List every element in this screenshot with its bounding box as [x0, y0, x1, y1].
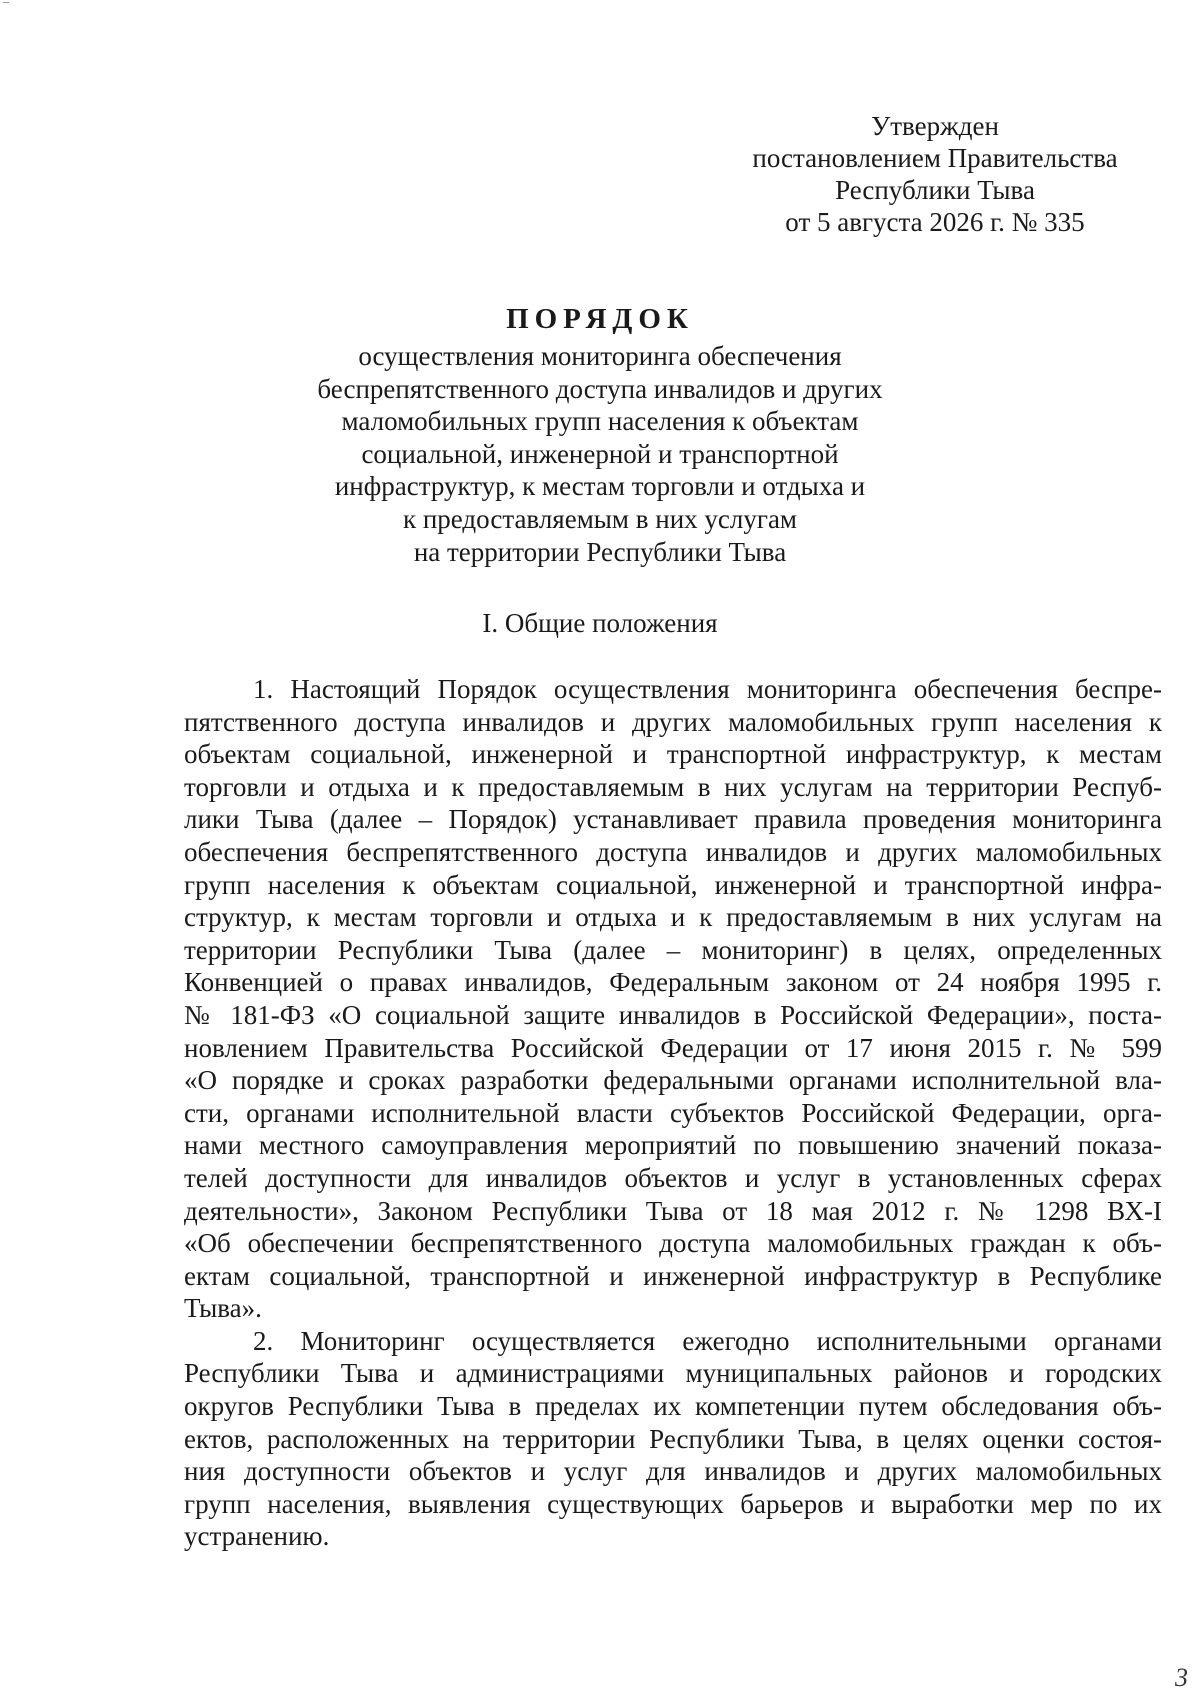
text-line: ектам социальной, транспортной и инженерной инфраструктур в Республике [184, 1260, 1162, 1291]
scan-artifact [3, 2, 9, 7]
subtitle-line: инфраструктур, к местам торговли и отдыха и [334, 471, 866, 502]
text-line: нами местного самоуправления мероприятий по повышению значений показа- [184, 1130, 1162, 1161]
document-body [184, 673, 1162, 1553]
text-line: «О порядке и сроках разработки федеральными органами исполнительной вла- [184, 1065, 1162, 1096]
text-line: Конвенцией о правах инвалидов, Федеральным законом от 24 ноября 1995 г. [184, 967, 1162, 998]
text-line: округов Республики Тыва в пределах их компетенции путем обследования объ- [184, 1391, 1162, 1422]
text-line: деятельности», Законом Республики Тыва от 18 мая 2012 г. № 1298 ВХ-I [184, 1195, 1162, 1226]
subtitle-line: социальной, инженерной и транспортной [361, 438, 839, 469]
text-line: «Об обеспечении беспрепятственного доступа маломобильных граждан к объ- [184, 1228, 1162, 1259]
text-line: лики Тыва (далее – Порядок) устанавливает правила проведения мониторинга [184, 804, 1162, 835]
text-line: территории Республики Тыва (далее – мониторинг) в целях, определенных [184, 934, 1162, 965]
document-title: ПОРЯДОК [506, 303, 694, 335]
text-line: торговли и отдыха и к предоставляемым в них услугам на территории Респуб- [184, 771, 1162, 802]
text-line: групп населения к объектам социальной, инженерной и транспортной инфра- [184, 869, 1162, 900]
approval-line: постановлением Правительства [752, 143, 1118, 173]
text-line: новлением Правительства Российской Федерации от 17 июня 2015 г. № 599 [184, 1032, 1162, 1063]
text-line: устранению. [184, 1521, 330, 1552]
text-line: сти, органами исполнительной власти субъектов Российской Федерации, орга- [184, 1097, 1162, 1128]
paragraph-1 [184, 673, 1162, 1325]
text-line: 2. Мониторинг осуществляется ежегодно исполнительными органами [253, 1325, 1162, 1356]
approval-line: от 5 августа 2026 г. № 335 [785, 207, 1085, 237]
subtitle-line: маломобильных групп населения к объектам [341, 406, 859, 437]
text-line: групп населения, выявления существующих барьеров и выработки мер по их [184, 1488, 1162, 1519]
text-line: обеспечения беспрепятственного доступа инвалидов и других маломобильных [184, 836, 1162, 867]
text-line: 1. Настоящий Порядок осуществления мониторинга обеспечения беспре- [253, 674, 1162, 704]
approval-line: Утвержден [871, 111, 999, 141]
text-line: Тыва». [184, 1293, 262, 1324]
text-line: пятственного доступа инвалидов и других маломобильных групп населения к [184, 706, 1162, 737]
text-line: структур, к местам торговли и отдыха и к предоставляемым в них услугам на [184, 902, 1162, 933]
subtitle-line: на территории Республики Тыва [413, 536, 787, 567]
text-line: Республики Тыва и администрациями муниципальных районов и городских [184, 1358, 1162, 1389]
approval-stamp [720, 110, 1150, 238]
subtitle-line: осуществления мониторинга обеспечения [358, 341, 842, 371]
approval-line: Республики Тыва [835, 175, 1035, 205]
text-line: № 181-ФЗ «О социальной защите инвалидов в Российской Федерации», поста- [184, 999, 1162, 1030]
paragraph-2 [184, 1325, 1162, 1553]
page-number: 3 [1175, 1663, 1188, 1692]
text-line: объектам социальной, инженерной и транспортной инфраструктур, к местам [184, 739, 1162, 770]
text-line: ния доступности объектов и услуг для инвалидов и других маломобильных [184, 1456, 1162, 1487]
section-heading: I. Общие положения [482, 608, 718, 638]
text-line: телей доступности для инвалидов объектов и услуг в установленных сферах [184, 1162, 1162, 1193]
subtitle-line: к предоставляемым в них услугам [402, 503, 798, 534]
text-line: ектов, расположенных на территории Республики Тыва, в целях оценки состоя- [184, 1423, 1162, 1454]
subtitle-line: беспрепятственного доступа инвалидов и других [317, 373, 883, 404]
document-subtitle [0, 340, 1200, 568]
